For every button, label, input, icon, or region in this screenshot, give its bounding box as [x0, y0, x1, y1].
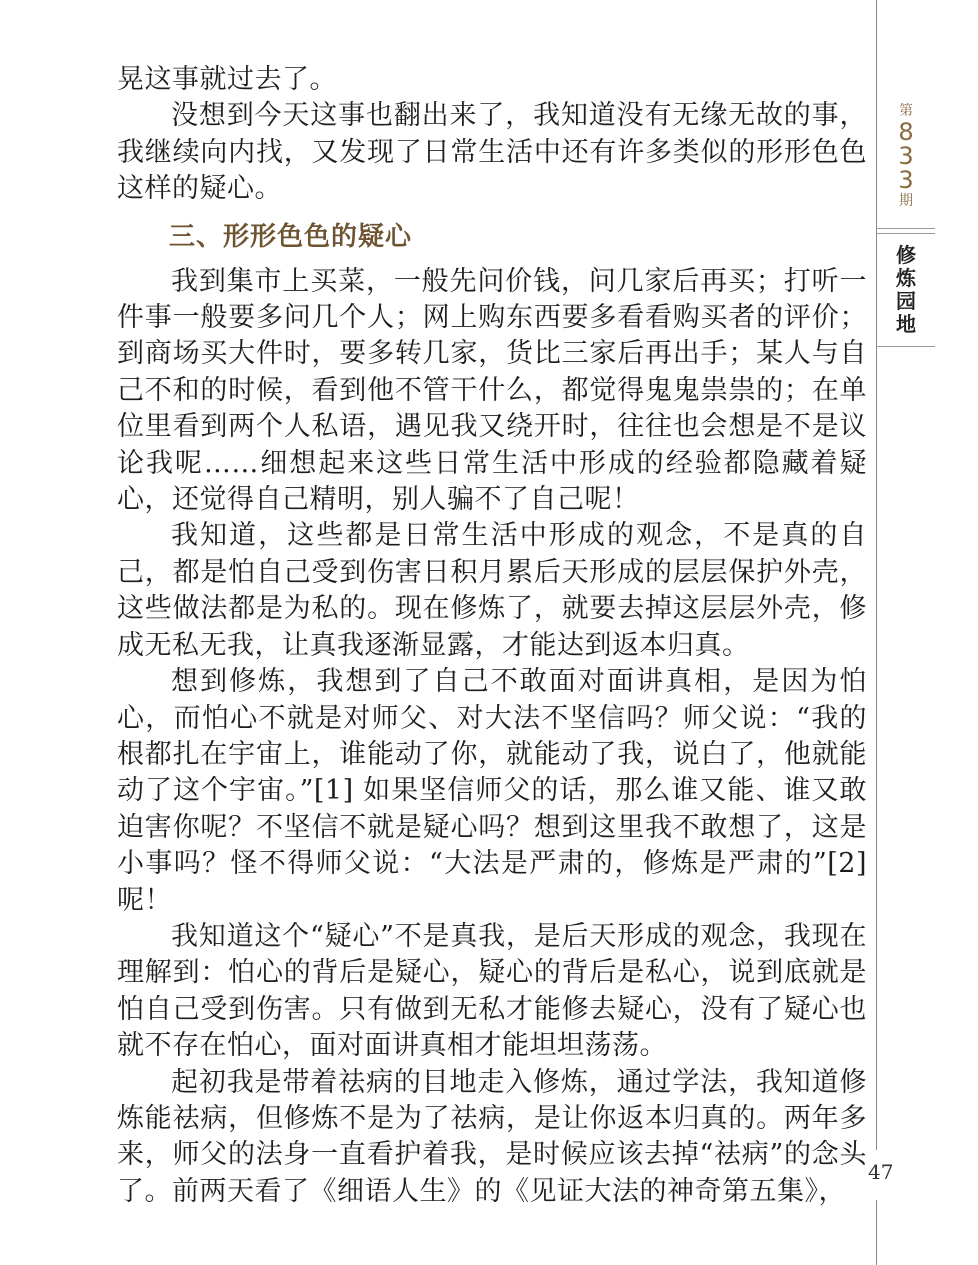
column-title-char: 园	[896, 289, 916, 313]
sidebar-divider	[877, 233, 935, 234]
paragraph-continued: 晃这事就过去了。	[117, 64, 337, 95]
section-heading: 三、形形色色的疑心	[169, 221, 413, 252]
issue-label	[877, 102, 935, 224]
issue-digit: 3	[898, 166, 914, 194]
paragraph: 没想到今天这事也翻出来了，我知道没有无缘无故的事，我继续向内找，又发现了日常生活中还有许多类似的形形色色这样的疑心。	[117, 100, 867, 205]
article-body	[117, 62, 867, 1210]
page-number: 47	[868, 1160, 894, 1184]
issue-suffix: 期	[899, 193, 913, 209]
column-title-char: 地	[896, 312, 916, 336]
paragraph: 我知道，这些都是日常生活中形成的观念，不是真的自己，都是怕自己受到伤害日积月累后天形成的层层保护外壳，这些做法都是为私的。现在修炼了，就要去掉这层层外壳，修成无私无我，让真我逐渐显露，才能达到返本归真。	[117, 520, 867, 661]
paragraph: 我到集市上买菜，一般先问价钱，问几家后再买；打听一件事一般要多问几个人；网上购东西要多看看购买者的评价；到商场买大件时，要多转几家，货比三家后再出手；某人与自己不和的时候，看到他不管干什么，都觉得鬼鬼祟祟的；在单位里看到两个人私语，遇见我又绕开时，往往也会想是不是议论我呢……细想起来这些日常生活中形成的经验都隐藏着疑心，还觉得自己精明，别人骗不了自己呢！	[117, 265, 867, 516]
issue-prefix: 第	[899, 103, 913, 119]
column-title-char: 修	[896, 243, 916, 267]
issue-digit: 8	[898, 118, 914, 146]
paragraph: 我知道这个“疑心”不是真我，是后天形成的观念，我现在理解到：怕心的背后是疑心，疑心的背后是私心，说到底就是怕自己受到伤害。只有做到无私才能修去疑心，没有了疑心也就不存在怕心，面对面讲真相才能坦坦荡荡。	[117, 920, 867, 1062]
column-title-char: 炼	[896, 266, 916, 290]
issue-digit: 3	[898, 142, 914, 170]
paragraph: 起初我是带着祛病的目地走入修炼，通过学法，我知道修炼能祛病，但修炼不是为了祛病，是让你返本归真的。两年多来，师父的法身一直看护着我，是时候应该去掉“祛病”的念头了。前两天看了《细语人生》的《见证大法的神奇第五集》，	[117, 1066, 867, 1207]
sidebar-divider	[877, 346, 935, 347]
sidebar-divider	[877, 228, 935, 229]
column-title	[877, 244, 935, 336]
paragraph: 想到修炼，我想到了自己不敢面对面讲真相，是因为怕心，而怕心不就是对师父、对大法不坚信吗？师父说：“我的根都扎在宇宙上，谁能动了你，就能动了我，说白了，他就能动了这个宇宙。”[1] 如果坚信师父的话，那么谁又能、谁又敢迫害你呢？不坚信不就是疑心吗？想到这里我不敢想了，这是小事吗？怪不得师父说：“大法是严肃的，修炼是严肃的”[2] 呢！	[117, 666, 867, 916]
